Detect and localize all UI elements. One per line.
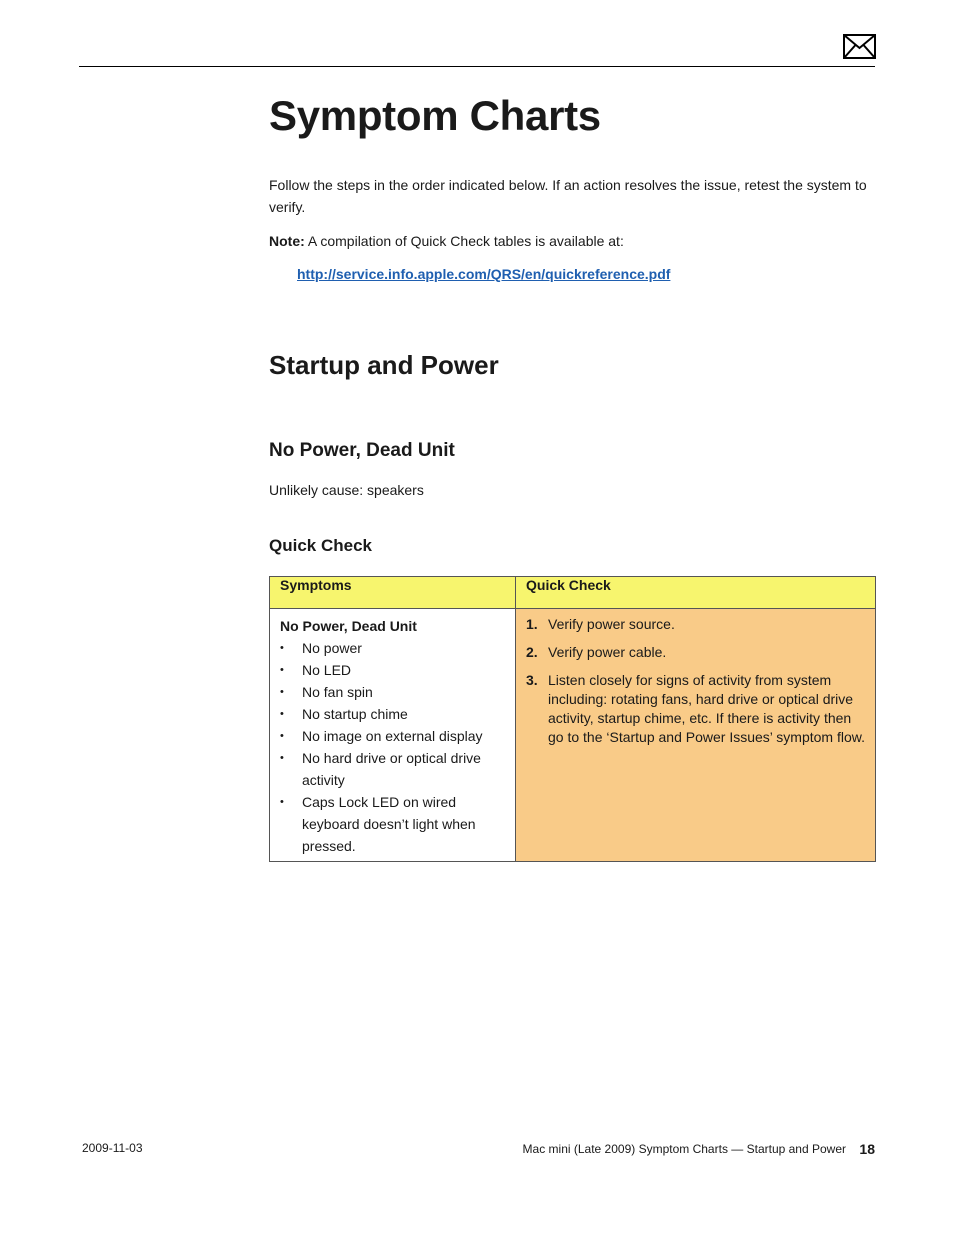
quick-reference-link[interactable]: http://service.info.apple.com/QRS/en/quickreference.pdf	[297, 266, 671, 282]
note-label: Note:	[269, 233, 305, 249]
step-number: 1.	[526, 616, 538, 632]
quick-check-table	[269, 576, 876, 862]
quick-check-header: Quick Check	[516, 577, 876, 609]
list-item: • No image on external display	[280, 725, 505, 747]
header-rule	[79, 66, 875, 67]
table-header-row	[270, 577, 876, 609]
list-item: • No startup chime	[280, 703, 505, 725]
symptoms-cell	[270, 609, 516, 862]
step-item	[526, 671, 865, 747]
page-title: Symptom Charts	[269, 92, 601, 139]
table-row	[270, 609, 876, 862]
symptom-title: No Power, Dead Unit	[280, 618, 417, 634]
page-number: 18	[859, 1141, 875, 1157]
unlikely-cause: Unlikely cause: speakers	[269, 482, 424, 498]
symptom-list	[280, 637, 505, 857]
note-paragraph	[269, 233, 624, 249]
note-text: A compilation of Quick Check tables is available at:	[304, 233, 624, 249]
step-list	[526, 615, 865, 747]
quick-check-title: Quick Check	[269, 536, 372, 555]
step-text: Listen closely for signs of activity from system including: rotating fans, hard drive or optical drive activity, startup chime, etc. If there is activity then go to the ‘Startup and Power Issues’ symptom flow.	[548, 672, 865, 745]
list-item: • Caps Lock LED on wired keyboard doesn’t light when pressed.	[280, 791, 505, 857]
step-number: 3.	[526, 672, 538, 688]
list-item: • No fan spin	[280, 681, 505, 703]
envelope-icon[interactable]	[843, 34, 876, 59]
symptoms-header: Symptoms	[270, 577, 516, 609]
list-item: • No LED	[280, 659, 505, 681]
step-text: Verify power source.	[548, 616, 675, 632]
step-number: 2.	[526, 644, 538, 660]
footer-date: 2009-11-03	[82, 1141, 143, 1155]
intro-paragraph: Follow the steps in the order indicated below. If an action resolves the issue, retest the system to verify.	[269, 177, 867, 215]
quick-check-cell	[516, 609, 876, 862]
step-item	[526, 643, 865, 662]
footer-doc-title: Mac mini (Late 2009) Symptom Charts — Startup and Power	[522, 1142, 846, 1156]
subsection-title: No Power, Dead Unit	[269, 440, 455, 461]
section-title: Startup and Power	[269, 350, 499, 380]
step-item	[526, 615, 865, 634]
step-text: Verify power cable.	[548, 644, 667, 660]
list-item: • No hard drive or optical drive activity	[280, 747, 505, 791]
list-item: • No power	[280, 637, 505, 659]
